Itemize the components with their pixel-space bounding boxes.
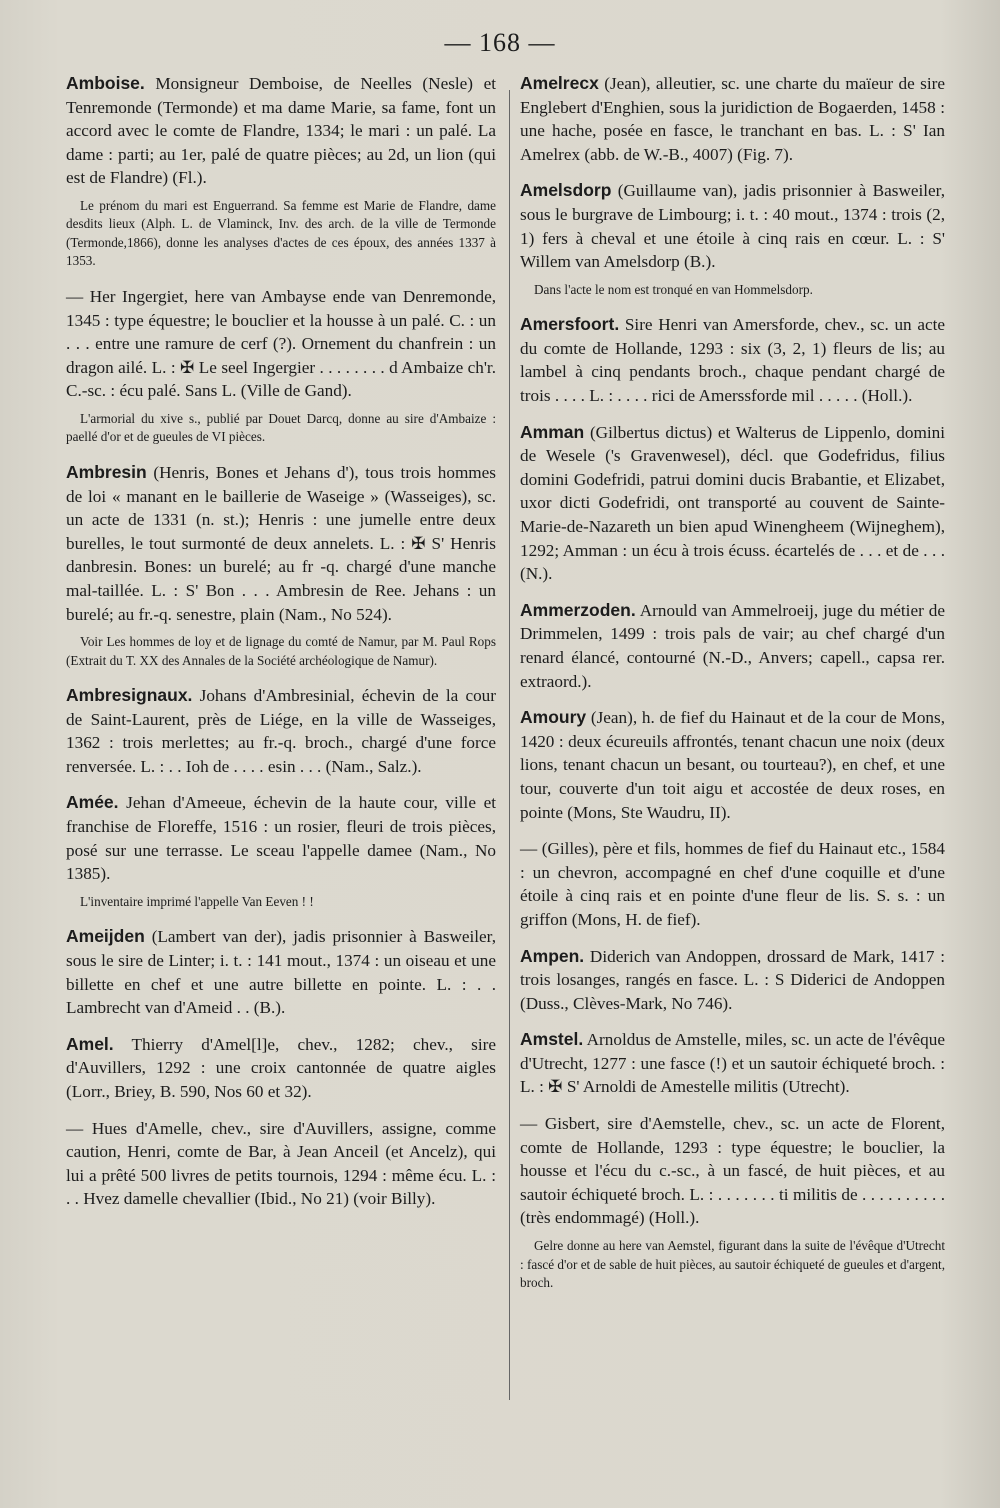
entry-headword: Ammerzoden.	[520, 599, 636, 620]
entry-text: (Guillaume van), jadis prisonnier à Basweiler, sous le burgrave de Limbourg; i. t. : 40 mout., 1374 : trois (2, 1) fers à cheval et une étoile à cinq rais en cœur. L. : S' Willem van Amelsdorp (B.).	[520, 181, 945, 272]
entry-headword: Ambresignaux.	[66, 685, 193, 706]
dictionary-entry	[520, 706, 945, 824]
entry-text: — Her Ingergiet, here van Ambayse ende van Denremonde, 1345 : type équestre; le bouclier et la housse à un palé. C. : un . . . entre une ramure de cerf (?). Ornement du chanfrein : un dragon ailé. L. : ✠ Le seel Ingergier . . . . . . . . d Ambaize ch'r. C.-sc. : écu palé. Sans L. (Ville de Gand).	[66, 286, 496, 401]
dictionary-entry	[520, 1028, 945, 1099]
entry-text: Johans d'Ambresinial, échevin de la cour de Saint-Laurent, près de Liége, en la ville de Wasseiges, 1362 : trois merlettes; au fr.-q. broch., chargé d'une force renversée. L. : . . Ioh de . . . . esin . . . (Nam., Salz.).	[66, 686, 496, 776]
entry-headword: Amstel.	[520, 1029, 584, 1050]
dictionary-entry	[520, 599, 945, 693]
dictionary-entry	[520, 837, 945, 931]
dictionary-entry	[66, 72, 496, 190]
dictionary-entry	[66, 285, 496, 403]
entry-headword: Ampen.	[520, 945, 585, 966]
dictionary-entry	[66, 791, 496, 885]
entry-text: Diderich van Andoppen, drossard de Mark, 1417 : trois losanges, rangés en fasce. L. : S Diderici de Andoppen (Duss., Clèves-Mark, No 746).	[520, 946, 945, 1013]
entry-text: Thierry d'Amel[l]e, chev., 1282; chev., sire d'Auvillers, 1292 : une croix cantonnée de quatre aigles (Lorr., Briey, B. 590, Nos 60 et 32).	[66, 1034, 496, 1101]
entry-text: (Lambert van der), jadis prisonnier à Basweiler, sous le sire de Linter; i. t. : 141 mout., 1374 : un oiseau et une billette en chef et une autre billette en pointe. L. : . . Lambrecht van d'Ameid . . (B.).	[66, 927, 496, 1018]
entry-text: — Hues d'Amelle, chev., sire d'Auvillers, assigne, comme caution, Henri, comte de Bar, à Jean Anceil (et Ancelz), qui lui a prêté 500 livres de petits tournois, 1294 : même écu. L. : . . Hvez damelle chevallier (Ibid., No 21) (voir Billy).	[66, 1118, 496, 1209]
dictionary-entry	[520, 72, 945, 166]
dictionary-entry	[520, 179, 945, 273]
entry-headword: Amoury	[520, 707, 587, 728]
entry-text: (Jean), alleutier, sc. une charte du maïeur de sire Englebert d'Enghien, sous la juridiction de Bogaerden, 1458 : une hache, posée en fasce, le tranchant en bas. L. : S' Ian Amelrex (abb. de W.-B., 4007) (Fig. 7).	[520, 74, 945, 164]
entry-text: Jehan d'Ameeue, échevin de la haute cour, ville et franchise de Floreffe, 1516 : un rosier, fleuri de trois pièces, posé sur une terrasse. Le sceau l'appelle damee (Nam., No 1385).	[66, 793, 496, 884]
entry-text: (Gilbertus dictus) et Walterus de Lippenlo, domini de Wesele ('s Gravenwesel), décl. que Godefridus, filius domini Godefridi, patrui domini ducis Brabantie, et Elizabet, uxor dicti Godefridi, ont transporté au couvent de Sainte-Marie-de-Nazareth un bien apud Winengheem (Wijneghem), 1292; Amman : un écu à trois écuss. écartelés de . . . et de . . . (N.).	[520, 422, 945, 584]
entry-headword: Amman	[520, 421, 585, 442]
dictionary-entry	[66, 925, 496, 1019]
page-number: — 168 —	[444, 28, 556, 57]
entry-footnote: L'armorial du xive s., publié par Douet Darcq, donne au sire d'Ambaize : paellé d'or et de gueules de VI pièces.	[66, 410, 496, 445]
dictionary-entry	[520, 945, 945, 1016]
entry-text: (Henris, Bones et Jehans d'), tous trois hommes de loi « manant en le baillerie de Waseige » (Wasseiges), sc. un acte de 1331 (n. st.); Henris : une jumelle entre deux burelles, le tout surmonté de deux annelets. L. : ✠ S' Henris danbresin. Bones: un burelé; au fr -q. chargé d'une manche mal-taillée. L. : S' Bon . . . Ambresin de Ree. Jehans : un burelé; au fr.-q. senestre, plain (Nam., No 524).	[66, 462, 496, 624]
entry-headword: Ameijden	[66, 926, 145, 947]
dictionary-entry	[520, 421, 945, 586]
entry-headword: Amboise.	[66, 73, 145, 93]
entry-text: — Gisbert, sire d'Aemstelle, chev., sc. un acte de Florent, comte de Hollande, 1293 : type équestre; le bouclier, la housse et l'écu du c.-sc., à un fascé, de huit pièces, et au sautoir échiqueté broch. L. : . . . . . . . ti militis de . . . . . . . . . . (très endommagé) (Holl.).	[520, 1114, 945, 1228]
entry-headword: Amée.	[66, 792, 119, 813]
column-divider	[509, 90, 510, 1400]
right-column	[520, 72, 945, 1307]
entry-headword: Amersfoort.	[520, 314, 620, 335]
entry-headword: Amelsdorp	[520, 180, 612, 201]
dictionary-entry	[66, 684, 496, 778]
entry-text: Arnould van Ammelroeij, juge du métier de Drimmelen, 1499 : trois pals de vair; au chef chargé d'un renard élancé, contourné (N.-D., Anvers; capell., capsa rer. extraord.).	[520, 600, 945, 691]
entry-text: — (Gilles), père et fils, hommes de fief du Hainaut etc., 1584 : un chevron, accompagné en chef d'une coquille et d'une étoile à cinq rais et en pointe d'une fleur de lis. S. s. : un griffon (Mons, H. de fief).	[520, 839, 945, 929]
dictionary-entry	[66, 1033, 496, 1104]
entry-headword: Amelrecx	[520, 73, 599, 93]
dictionary-entry	[66, 461, 496, 626]
entry-text: (Jean), h. de fief du Hainaut et de la cour de Mons, 1420 : deux écureuils affrontés, tenant chacun une noix (deux lions, tenant chacun un besant, ou tourteau?), en chef, et une tour, couverte d'un toit aigu et accostée de deux roses, en pointe (Mons, Ste Waudru, II).	[520, 708, 945, 822]
entry-footnote: Voir Les hommes de loy et de lignage du comté de Namur, par M. Paul Rops (Extrait du T. XX des Annales de la Société archéologique de Namur).	[66, 634, 496, 668]
entry-footnote: Gelre donne au here van Aemstel, figurant dans la suite de l'évêque d'Utrecht : fascé d'or et de sable de huit pièces, au sautoir échiqueté de gueules et d'argent, broch.	[520, 1238, 945, 1291]
entry-headword: Amel.	[66, 1033, 114, 1054]
entry-headword: Ambresin	[66, 461, 147, 482]
entry-text: Sire Henri van Amersforde, chev., sc. un acte du comte de Hollande, 1293 : six (3, 2, 1) fleurs de lis; au lambel à cinq pendants broch., chaque pendant chargé de trois . . . . L. : . . . . rici de Amerssforde mil . . . . . (Holl.).	[520, 315, 945, 406]
dictionary-entry	[520, 313, 945, 407]
dictionary-entry	[66, 1117, 496, 1211]
entry-footnote: Le prénom du mari est Enguerrand. Sa femme est Marie de Flandre, dame desdits lieux (Alph. L. de Vlaminck, Inv. des arch. de la ville de Termonde (Termonde,1866), donne les analyses d'actes de ces époux, des années 1337 à 1353.	[66, 197, 496, 269]
left-column	[66, 72, 496, 1224]
entry-text: Arnoldus de Amstelle, miles, sc. un acte de l'évêque d'Utrecht, 1277 : une fasce (!) et un sautoir échiqueté broch. : L. : ✠ S' Arnoldi de Amestelle militis (Utrecht).	[520, 1030, 945, 1097]
dictionary-entry	[520, 1112, 945, 1230]
entry-footnote: Dans l'acte le nom est tronqué en van Hommelsdorp.	[534, 281, 813, 297]
entry-text: Monsigneur Demboise, de Neelles (Nesle) et Tenremonde (Termonde) et ma dame Marie, sa fame, font un accord avec le comte de Flandre, 1334; le mari : un palé. La dame : parti; au 1er, palé de quatre pièces; au 2d, un lion (qui est de Flandre) (Fl.).	[66, 74, 496, 188]
entry-footnote: L'inventaire imprimé l'appelle Van Eeven ! !	[80, 893, 314, 909]
